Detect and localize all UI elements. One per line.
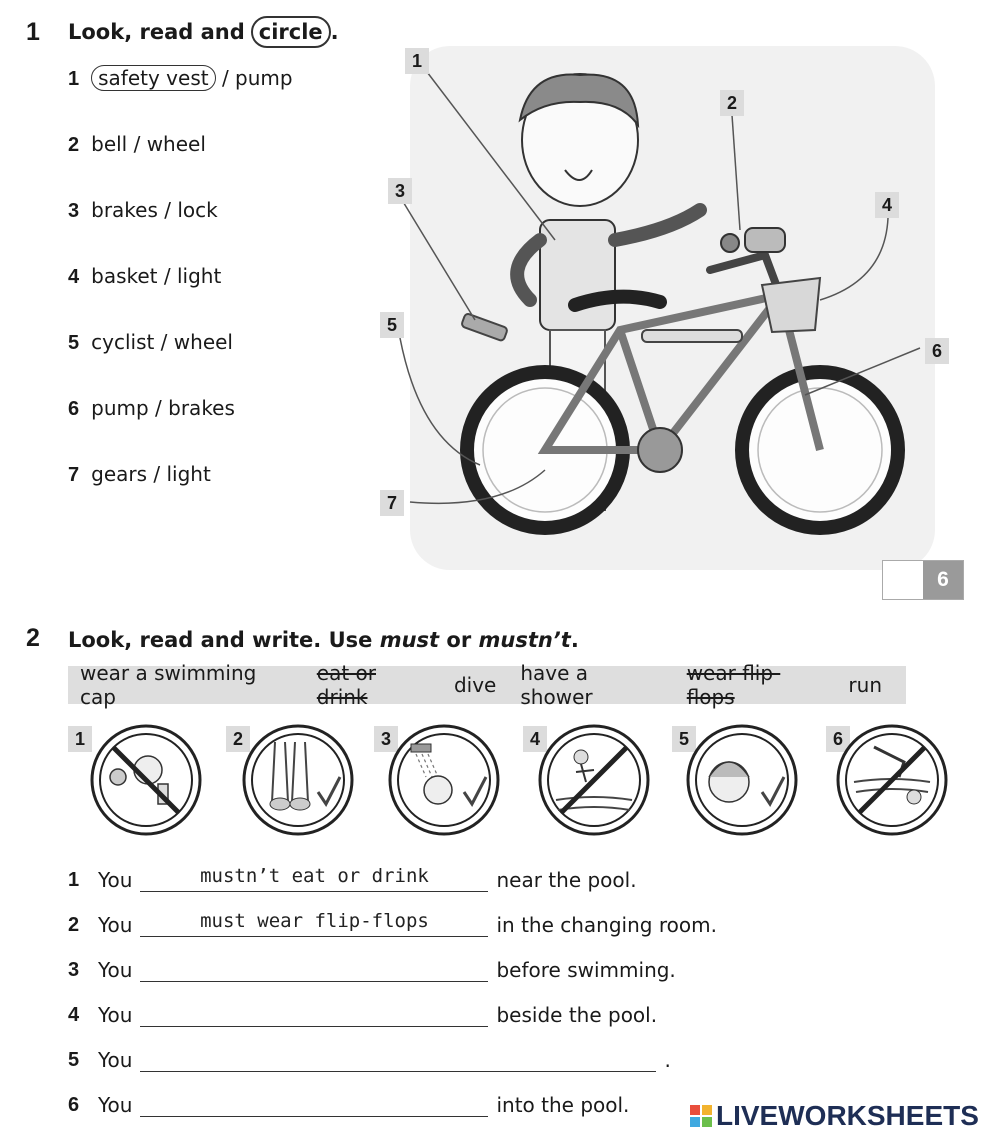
answer-input[interactable]	[140, 955, 488, 982]
answer-input[interactable]	[140, 1000, 488, 1027]
sentences	[68, 862, 717, 1117]
callout-2: 2	[720, 90, 744, 116]
list-item: 6 pump / brakes	[68, 396, 235, 420]
callout-4: 4	[875, 192, 899, 218]
sign-number: 4	[523, 726, 547, 752]
option-a[interactable]: basket	[91, 264, 158, 288]
flip-flops-sign-icon	[240, 722, 356, 838]
word-bank-item: eat or drink	[316, 661, 376, 709]
callout-6: 6	[925, 338, 949, 364]
sign-number: 3	[374, 726, 398, 752]
bike-illustration	[380, 40, 950, 580]
callout-3: 3	[388, 178, 412, 204]
option-b[interactable]: wheel	[146, 132, 206, 156]
word-bank-item: wear a swimming cap	[80, 661, 257, 709]
sentence-row: 2 You must wear flip-flops in the changing room.	[68, 910, 717, 937]
option-b[interactable]: lock	[177, 198, 218, 222]
word-bank-item: run	[848, 673, 882, 697]
logo-badge-icon	[690, 1105, 712, 1127]
score-input[interactable]	[883, 561, 923, 599]
sign-number: 6	[826, 726, 850, 752]
no-eating-sign-icon	[88, 722, 204, 838]
option-a[interactable]: gears	[91, 462, 148, 486]
title-circled-word: circle	[251, 16, 331, 48]
callout-7: 7	[380, 490, 404, 516]
option-a[interactable]: pump	[91, 396, 149, 420]
title-prefix: Look, read and	[68, 20, 245, 44]
option-b[interactable]: light	[176, 264, 222, 288]
option-b[interactable]: light	[166, 462, 211, 486]
word-bank-item: dive	[453, 673, 497, 697]
sentence-row: 3 You before swimming.	[68, 952, 717, 982]
option-a[interactable]: safety vest	[91, 65, 215, 91]
score-total: 6	[923, 561, 963, 599]
exercise-2-number: 2	[26, 624, 40, 652]
sentence-row: 1 You mustn’t eat or drink near the pool.	[68, 865, 637, 892]
exercise-1-number: 1	[26, 18, 40, 46]
word-bank-item: wear flip-flops	[686, 661, 781, 709]
sentence-row: 4 You beside the pool.	[68, 997, 717, 1027]
word-bank	[68, 661, 906, 709]
list-item: 4 basket / light	[68, 264, 222, 288]
option-a[interactable]: cyclist	[91, 330, 155, 354]
no-running-sign-icon	[536, 722, 652, 838]
sentence-row: 5 You .	[68, 1042, 717, 1072]
score-box	[882, 560, 964, 600]
list-item: 7 gears / light	[68, 462, 211, 486]
exercise-2-title: Look, read and write. Use must or mustn’t.	[68, 628, 579, 652]
option-b[interactable]: brakes	[168, 396, 235, 420]
logo-text: LIVEWORKSHEETS	[716, 1100, 979, 1131]
answer-input[interactable]	[140, 1045, 656, 1072]
list-item: 3 brakes / lock	[68, 198, 218, 222]
sign-number: 2	[226, 726, 250, 752]
shower-sign-icon	[386, 722, 502, 838]
word-bank-item: have a shower	[520, 661, 593, 709]
list-item: 2 bell / wheel	[68, 132, 206, 156]
callout-1: 1	[405, 48, 429, 74]
answer-input[interactable]: mustn’t eat or drink	[140, 865, 488, 892]
no-diving-sign-icon	[834, 722, 950, 838]
list-item: 5 cyclist / wheel	[68, 330, 233, 354]
title-suffix: .	[330, 20, 339, 44]
exercise-1-title	[68, 20, 339, 44]
answer-input[interactable]: must wear flip-flops	[140, 910, 488, 937]
option-b[interactable]: wheel	[173, 330, 233, 354]
option-a[interactable]: brakes	[91, 198, 158, 222]
answer-input[interactable]	[140, 1090, 488, 1117]
option-b[interactable]: pump	[235, 66, 293, 90]
callout-5: 5	[380, 312, 404, 338]
swimming-cap-sign-icon	[684, 722, 800, 838]
exercise-1-items	[68, 66, 293, 528]
sign-number: 1	[68, 726, 92, 752]
list-item: 1 safety vest / pump	[68, 66, 293, 90]
liveworksheets-logo	[690, 1100, 979, 1132]
sign-number: 5	[672, 726, 696, 752]
sentence-row: 6 You into the pool.	[68, 1087, 717, 1117]
signs-row	[68, 722, 968, 842]
option-a[interactable]: bell	[91, 132, 128, 156]
